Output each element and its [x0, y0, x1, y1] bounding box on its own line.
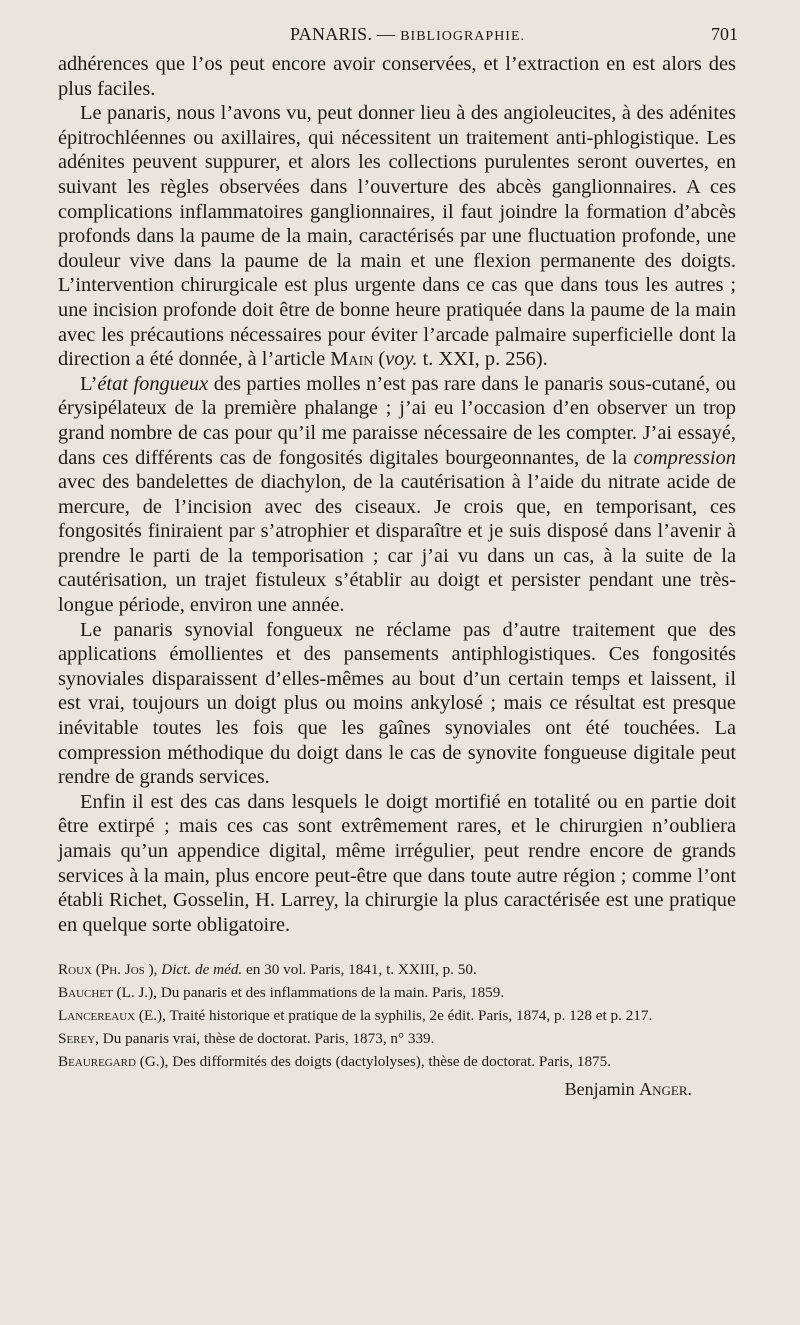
signature-given-name: Benjamin: [564, 1079, 635, 1100]
paragraph-2: [58, 101, 736, 372]
bib-author: Beauregard (G.),: [58, 1053, 169, 1071]
paragraph-5: Enfin il est des cas dans lesquels le doigt mortifié en totalité ou en partie doit être extirpé ; mais ces cas sont extrêmement rares, et le chirurgien n’oubliera jamais qu’un appendice digital, même irrégulier, peut rendre encore de grands services à la main, plus encore peut-être que dans toute autre région ; comme l’ont établi Richet, Gosselin, H. Larrey, la chirurgie la plus caractérisée est une pratique en quelque sorte obligatoire.: [58, 790, 736, 936]
signature-surname: Anger.: [639, 1079, 692, 1100]
author-signature: [58, 1079, 736, 1100]
header-title: PANARIS.: [290, 24, 373, 44]
running-title: [290, 24, 525, 45]
bib-details: en 30 vol. Paris, 1841, t. XXIII, p. 50.: [242, 961, 477, 979]
page-number: 701: [711, 24, 738, 44]
bib-author: Roux (Ph. Jos ),: [58, 961, 158, 979]
compression-emphasis: compression: [633, 446, 736, 469]
header-section: BIBLIOGRAPHIE.: [400, 29, 526, 44]
paragraph-1: adhérences que l’os peut encore avoir conservées, et l’extraction en est alors des plus faciles.: [58, 53, 736, 100]
paragraph-2-text-a: Le panaris, nous l’avons vu, peut donner lieu à des angioleucites, à des adénites épitrochléennes ou axillaires, qui nécessitent un traitement anti-phlogistique. Les adénites peuvent suppurer, et alors les collections purulentes seront ouvertes, en suivant les règles observées dans l’ouverture des abcès ganglionnaires. A ces complications inflammatoires ganglionnaires, il faut joindre la formation d’abcès profonds dans la paume de la main, caractérisés par une fluctuation profonde, une douleur vive dans la paume de la main et une flexion permanente des doigts. L’intervention chirurgicale est plus urgente dans ce cas que dans tous les autres ; une incision profonde doit être de bonne heure pratiquée dans la paume de la main avec les précautions nécessaires pour éviter l’arcade palmaire superficielle dont la direction a été donnée, à l’article: [58, 102, 736, 371]
paragraph-2-text-b: (: [373, 348, 386, 371]
bibliography-entry: [58, 1053, 736, 1071]
paragraph-3-lead: L’: [80, 372, 98, 395]
paragraph-3-text-b: avec des bandelettes de diachylon, de la cautérisation à l’aide du nitrate acide de mercure, de l’incision avec des ciseaux. Je crois que, en temporisant, ces fongosités finiraient par s’atrophier et disparaître et je suis disposé dans l’avenir à prendre le parti de la temporisation ; car j’ai vu dans un cas, à la suite de la cautérisation, un trajet fistuleux s’établir au doigt et persister pendant une très-longue période, environ une année.: [58, 471, 736, 617]
bib-details: Traité historique et pratique de la syphilis, 2e édit. Paris, 1874, p. 128 et p. 217.: [169, 1007, 653, 1025]
bib-title-italic: Dict. de méd.: [161, 961, 243, 979]
voy-abbreviation: voy.: [385, 348, 418, 371]
paragraph-2-text-c: t. XXI, p. 256).: [417, 348, 548, 371]
bib-details: Du panaris et des inflammations de la main. Paris, 1859.: [160, 984, 505, 1002]
bibliography-entry: [58, 1030, 736, 1048]
bib-author: Bauchet (L. J.),: [58, 984, 158, 1002]
bib-author: Serey,: [58, 1030, 99, 1048]
paragraph-4: Le panaris synovial fongueux ne réclame pas d’autre traitement que des applications émollientes et des pansements antiphlogistiques. Ces fongosités synoviales disparaissent d’elles-mêmes au bout d’un certain temps et laissent, il est vrai, toujours un doigt plus ou moins ankylosé ; mais ce résultat est presque inévitable toutes les fois que les gaînes synoviales ont été touchées. La compression méthodique du doigt dans le cas de synovite fongueuse digitale peut rendre de grands services.: [58, 618, 736, 789]
bib-author: Lancereaux (E.),: [58, 1007, 166, 1025]
etat-fongueux-emphasis: état fongueux: [97, 372, 209, 395]
paragraph-3-text-a: des parties molles n’est pas rare dans le panaris sous-cutané, ou érysipélateux de la première phalange ; j’ai eu l’occasion d’en observer un trop grand nombre de cas pour qu’il me paraisse nécessaire de les compter. J’ai essayé, dans ces différents cas de fongosités digitales bourgeonnantes, de la: [58, 372, 736, 469]
bibliography-entry: [58, 961, 736, 979]
paragraph-3: [58, 372, 736, 618]
running-header: [60, 22, 736, 52]
header-dash: —: [372, 24, 401, 44]
body-text: [58, 52, 736, 937]
bibliography-entry: [58, 984, 736, 1002]
bibliography-entry: [58, 1007, 736, 1025]
bibliography: [58, 961, 736, 1071]
bib-details: Des difformités des doigts (dactylolyses), thèse de doctorat. Paris, 1875.: [172, 1053, 612, 1071]
bib-details: Du panaris vrai, thèse de doctorat. Paris, 1873, n° 339.: [102, 1030, 435, 1048]
article-reference-main: Main: [330, 348, 374, 371]
